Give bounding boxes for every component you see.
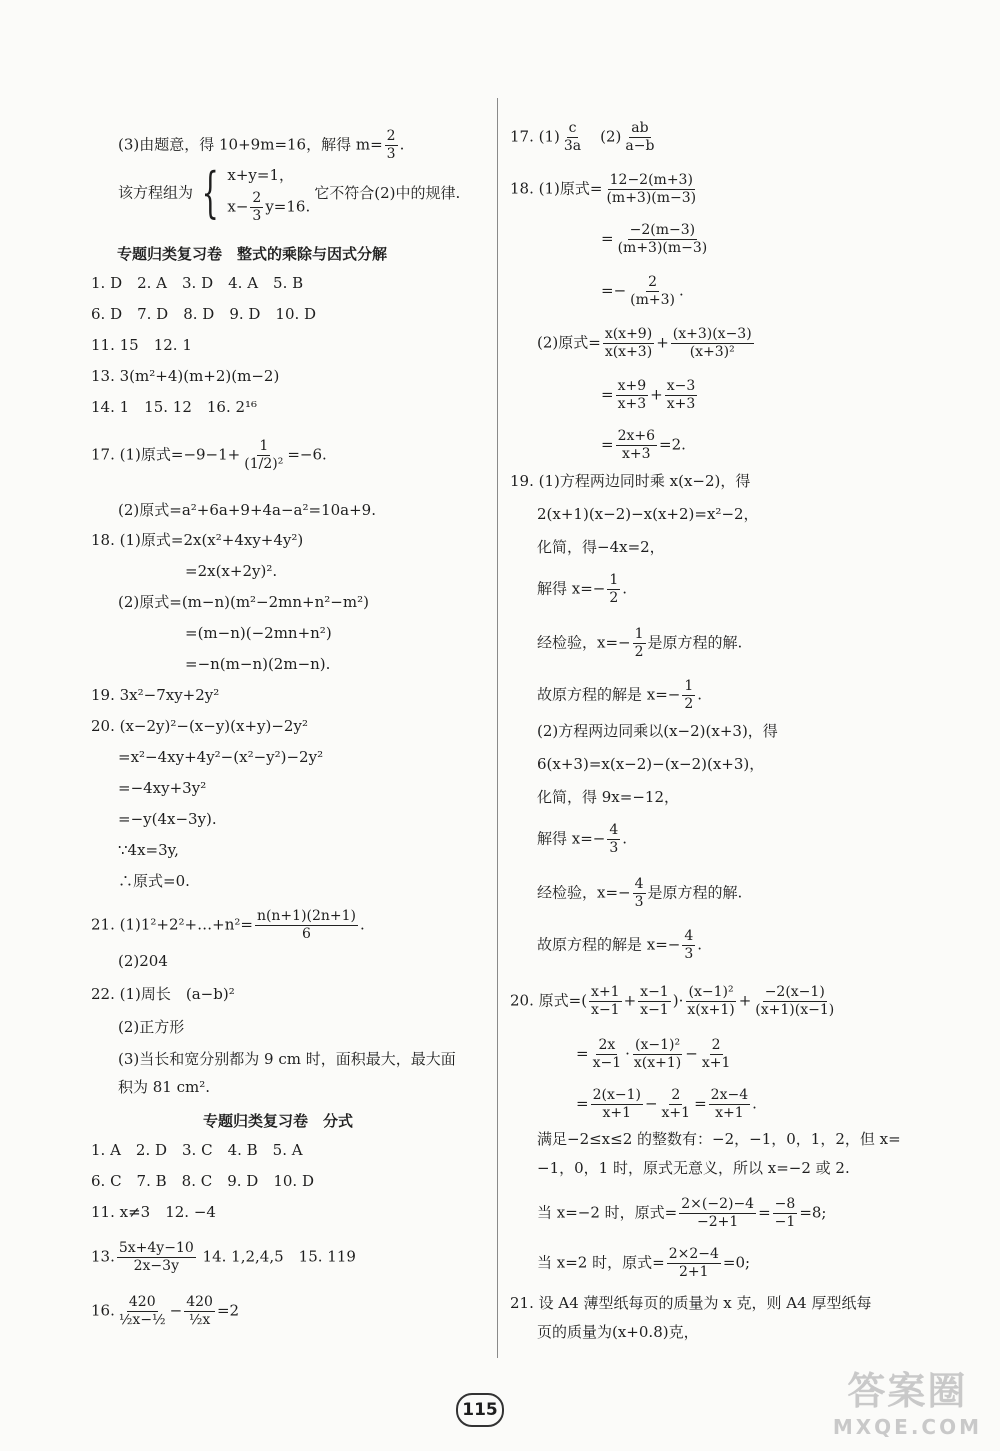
answer-line: 经检验，x=− $\frac{4}{3}$ 是原方程的解. <box>537 876 743 910</box>
answer-line: = $\frac{x+9}{x+3}$ + $\frac{x-3}{x+3}$ <box>601 378 696 412</box>
answer-line: (2)原式=a²+6a+9+4a−a²=10a+9. <box>118 501 376 519</box>
answer-line: 20. (x−2y)²−(x−y)(x+y)−2y² <box>91 717 308 735</box>
answer-line: 故原方程的解是 x=− $\frac{4}{3}$ . <box>537 928 703 962</box>
answer-line: 积为 81 cm². <box>118 1078 211 1096</box>
column-divider <box>497 98 498 1358</box>
answer-line: (2)方程两边同乘以(x−2)(x+3)，得 <box>537 722 778 740</box>
answer-line: 6(x+3)=x(x−2)−(x−2)(x+3)， <box>537 755 765 773</box>
fraction: $\frac{2}{3}$ <box>386 128 396 162</box>
answer-line: 21. (1)1²+2²+…+n²= $\frac{n(n+1)(2n+1)}{6}$ . <box>91 908 365 942</box>
answer-line: =2x(x+2y)². <box>185 562 278 580</box>
section-heading: 专题归类复习卷 整式的乘除与因式分解 <box>117 245 388 263</box>
answer-line: 解得 x=− $\frac{1}{2}$ . <box>537 572 628 606</box>
equation-system: 该方程组为 { x+y=1， x− $\frac{2}{3}$ y=16.它不符合(2)中的规律. <box>118 160 461 224</box>
answer-line: 化简，得−4x=2， <box>537 538 665 556</box>
answer-line: ∴原式=0. <box>118 872 190 890</box>
answer-line: =−y(4x−3y). <box>118 810 217 828</box>
answer-line: 解得 x=− $\frac{4}{3}$ . <box>537 822 628 856</box>
answer-line: 11. 15 12. 1 <box>91 336 192 354</box>
answer-line: (2)原式= $\frac{x(x+9)}{x(x+3)}$ + $\frac{(x+3)(x-3)}{\text{(x+3)²}}$ <box>537 326 752 360</box>
answer-line: (2)正方形 <box>118 1018 185 1036</box>
answer-line: (2)原式=(m−n)(m²−2mn+n²−m²) <box>118 593 369 611</box>
answer-line: = $\frac{2x+6}{x+3}$ =2. <box>601 428 686 462</box>
answer-line: 11. x≠3 12. −4 <box>91 1203 216 1221</box>
answer-line: =−4xy+3y² <box>118 779 207 797</box>
section-heading: 专题归类复习卷 分式 <box>203 1112 354 1130</box>
answer-line: 21. 设 A4 薄型纸每页的质量为 x 克，则 A4 厚型纸每 <box>510 1294 872 1312</box>
answer-line: 14. 1 15. 12 16. 2¹⁶ <box>91 398 258 416</box>
brace-symbol: { <box>201 160 219 224</box>
answer-line: = $\frac{-2(m-3)}{(m+3)(m-3)}$ <box>601 222 708 256</box>
answer-line: = $\frac{2x}{x-1}$ · $\frac{\text{(x−1)²}}{x(x+1)}$ − $\frac{2}{x+1}$ <box>576 1037 731 1071</box>
answer-line: 当 x=−2 时，原式= $\frac{2\times(-2)-4}{-2+1}$ = $\frac{-8}{-1}$ =8; <box>537 1196 827 1230</box>
answer-line: 13. $\frac{5x+4y-10}{2x-3y}$ 14. 1,2,4,5 15. 119 <box>91 1240 356 1274</box>
answer-line: (2)204 <box>118 952 168 970</box>
answer-line: 17. (1)原式=−9−1+ $\frac{1}{\text{(1/2)²}}$ =−6. <box>91 438 327 472</box>
answer-line: 20. 原式=( $\frac{x+1}{x-1}$ + $\frac{x-1}{x-1}$ )· $\frac{\text{(x−1)²}}{x(x+1)}$ + $\frac{-2(x-1)}{(x+1)(x-1)}$ <box>510 984 835 1018</box>
answer-line: =x²−4xy+4y²−(x²−y²)−2y² <box>118 748 324 766</box>
answer-line: 1. D 2. A 3. D 4. A 5. B <box>91 274 304 292</box>
watermark-logo: 答案圈 MXQE.COM <box>832 1369 982 1439</box>
page-footer <box>456 1393 504 1427</box>
answer-line: 19. 3x²−7xy+2y² <box>91 686 220 704</box>
answer-line: 1. A 2. D 3. C 4. B 5. A <box>91 1141 303 1159</box>
answer-line: =− $\frac{2}{(m+3)}$ . <box>601 274 684 308</box>
answer-line: 19. (1)方程两边同时乘 x(x−2)，得 <box>510 472 751 490</box>
answer-line: 6. C 7. B 8. C 9. D 10. D <box>91 1172 314 1190</box>
answer-line: (3)当长和宽分别都为 9 cm 时，面积最大，最大面 <box>118 1050 456 1068</box>
answer-line: 18. (1)原式=2x(x²+4xy+4y²) <box>91 531 304 549</box>
answer-line: 22. (1)周长 (a−b)² <box>91 985 235 1003</box>
answer-line: 16. $\frac{420}{\text{½x−½}}$ − $\frac{420}{\text{½x}}$ =2 <box>91 1294 240 1328</box>
answer-line: −1，0，1 时，原式无意义，所以 x=−2 或 2. <box>537 1159 850 1177</box>
answer-line: 6. D 7. D 8. D 9. D 10. D <box>91 305 317 323</box>
answer-line: (3)由题意，得 10+9m=16，解得 m= $\frac{2}{3}$ . <box>118 128 405 162</box>
answer-line: 2(x+1)(x−2)−x(x+2)=x²−2， <box>537 505 759 523</box>
page-number: 115 <box>456 1393 504 1427</box>
answer-line: 17. (1) $\frac{c}{3a}$ (2) $\frac{ab}{a-b}$ <box>510 120 655 154</box>
answer-line: 18. (1)原式= $\frac{12-2(m+3)}{(m+3)(m-3)}$ <box>510 172 697 206</box>
answer-line: 化简，得 9x=−12， <box>537 788 679 806</box>
answer-line: 13. 3(m²+4)(m+2)(m−2) <box>91 367 280 385</box>
answer-line: 当 x=2 时，原式= $\frac{2\times 2-4}{2+1}$ =0; <box>537 1246 751 1280</box>
answer-line: ∵4x=3y, <box>118 841 179 859</box>
answer-line: 经检验，x=− $\frac{1}{2}$ 是原方程的解. <box>537 626 743 660</box>
answer-line: 页的质量为(x+0.8)克， <box>537 1323 699 1341</box>
answer-line: =(m−n)(−2mn+n²) <box>185 624 332 642</box>
answer-line: =−n(m−n)(2m−n). <box>185 655 331 673</box>
answer-line: 满足−2≤x≤2 的整数有：−2，−1，0，1，2，但 x= <box>537 1130 901 1148</box>
answer-line: 故原方程的解是 x=− $\frac{1}{2}$ . <box>537 678 703 712</box>
answer-line: = $\frac{2(x-1)}{x+1}$ − $\frac{2}{x+1}$ = $\frac{2x-4}{x+1}$ . <box>576 1087 757 1121</box>
